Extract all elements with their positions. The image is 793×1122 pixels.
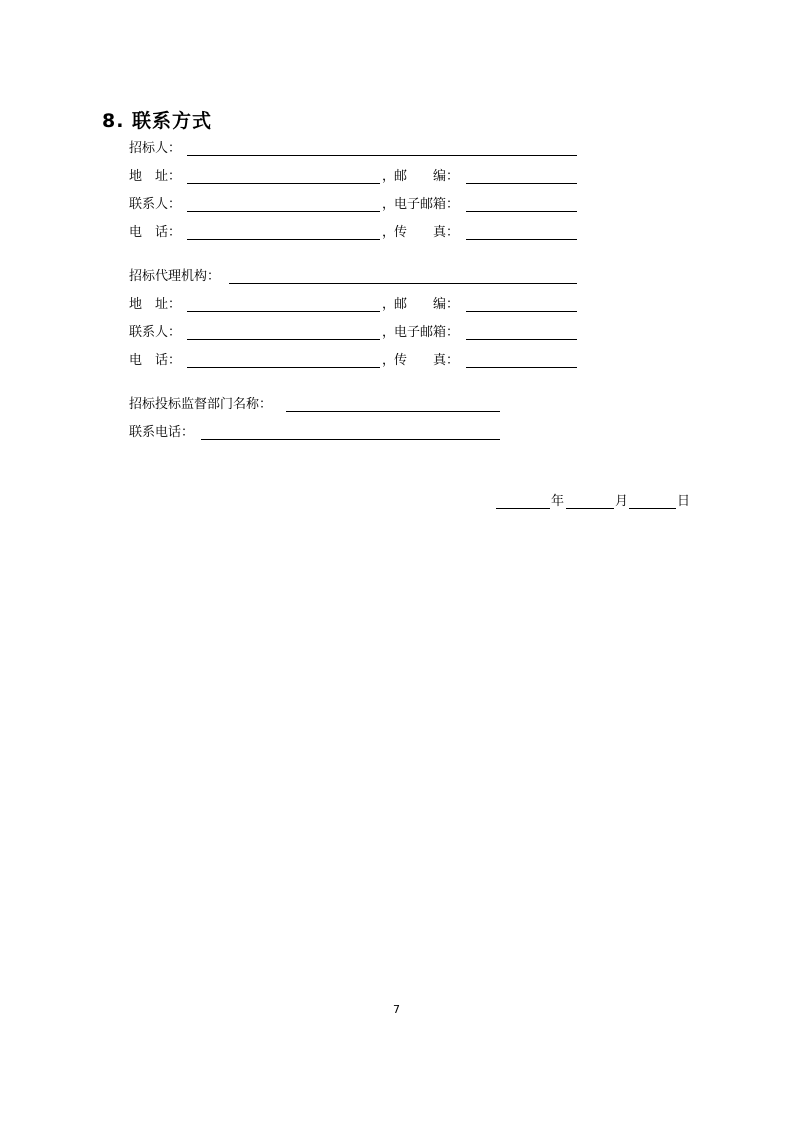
tenderer-postcode-label: 邮 编： (394, 169, 460, 184)
agency-contact-label: 联系人： (129, 325, 182, 340)
tenderer-name-label: 招标人： (129, 141, 182, 156)
day-label: 日 (677, 494, 691, 509)
tenderer-contact-label: 联系人： (129, 197, 182, 212)
agency-phone-label: 电 话： (129, 353, 182, 368)
year-label: 年 (551, 494, 565, 509)
agency-fax-field[interactable] (466, 367, 577, 368)
tenderer-contact-field[interactable] (187, 211, 380, 212)
agency-fax-label: 传 真： (394, 353, 460, 368)
tenderer-email-field[interactable] (466, 211, 577, 212)
tenderer-phone-label: 电 话： (129, 225, 182, 240)
tenderer-address-label: 地 址： (129, 169, 182, 184)
tenderer-postcode-field[interactable] (466, 183, 577, 184)
supervisor-name-field[interactable] (286, 411, 500, 412)
day-field[interactable] (629, 508, 676, 509)
tenderer-fax-field[interactable] (466, 239, 577, 240)
year-field[interactable] (496, 508, 550, 509)
tenderer-email-label: 电子邮箱： (394, 197, 460, 212)
agency-email-label: 电子邮箱： (394, 325, 460, 340)
agency-name-label: 招标代理机构： (129, 269, 221, 284)
tenderer-fax-label: 传 真： (394, 225, 460, 240)
separator: ， (382, 169, 396, 184)
separator: ， (382, 225, 396, 240)
agency-phone-field[interactable] (187, 367, 380, 368)
agency-address-label: 地 址： (129, 297, 182, 312)
agency-name-field[interactable] (229, 283, 577, 284)
tenderer-phone-field[interactable] (187, 239, 380, 240)
supervisor-phone-field[interactable] (201, 439, 500, 440)
supervisor-phone-label: 联系电话： (129, 425, 195, 440)
separator: ， (382, 325, 396, 340)
separator: ， (382, 353, 396, 368)
agency-postcode-field[interactable] (466, 311, 577, 312)
separator: ， (382, 197, 396, 212)
agency-contact-field[interactable] (187, 339, 380, 340)
month-label: 月 (615, 494, 629, 509)
month-field[interactable] (566, 508, 614, 509)
agency-address-field[interactable] (187, 311, 380, 312)
tenderer-address-field[interactable] (187, 183, 380, 184)
separator: ， (382, 297, 396, 312)
page-number: 7 (393, 1003, 400, 1016)
agency-postcode-label: 邮 编： (394, 297, 460, 312)
tenderer-name-field[interactable] (187, 155, 577, 156)
supervisor-name-label: 招标投标监督部门名称： (129, 397, 273, 412)
section-heading: 8. 联系方式 (102, 110, 213, 132)
agency-email-field[interactable] (466, 339, 577, 340)
